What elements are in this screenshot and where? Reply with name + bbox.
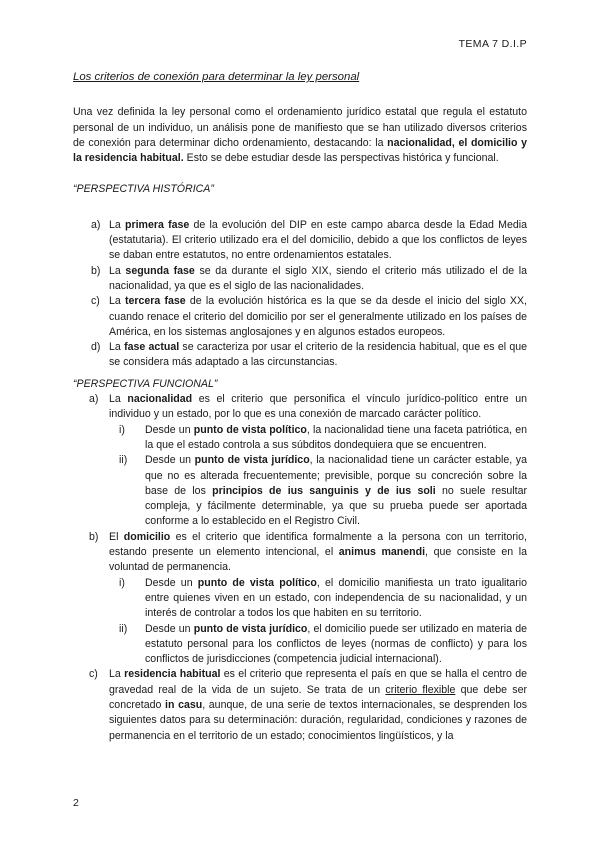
document-body (73, 70, 527, 744)
intro-paragraph: Una vez definida la ley personal como el ordenamiento jurídico estatal que regula el estatuto personal de un individuo, un análisis pone de manifiesto que se han utilizado diversos criterios de conexión para determinar dicho ordenamiento, destacando: la nacionalidad, el domicilio y la residencia habitual. Esto se debe estudiar desde las perspectivas histórica y funcional. (73, 106, 527, 165)
list-item: d) La fase actual se caracteriza por usar el criterio de la residencia habitual, que es el que se considera más adaptado a las circunstancias. (91, 341, 528, 369)
page-number: 2 (73, 797, 79, 809)
domicilio-sublist (109, 576, 527, 668)
sub-list-item: i) Desde un punto de vista político, la nacionalidad tiene una faceta patriótica, en la que el estado controla a sus súbditos dondequiera que se encuentren. (119, 423, 527, 451)
list-item-nacionalidad: a) La nacionalidad es el criterio que personifica el vínculo jurídico-político entre un individuo y un estado, por lo que es una conexión de marcado carácter político. i) Desde un punto de vista político, la nacionalidad tiene una faceta patriótica, en la que el estado controla a sus súbditos dondequiera que se encuentren. ii) Desde un punto de vista jurídico, la nacionalidad tiene un carácter estable, ya que no es alterada frecuentemente; previsible, porque su concreción sobre la base de los principios de ius sanguinis y de ius soli no suele resultar compleja, y fácilmente determinable, ya que su prueba puede ser aportada conforme a lo establecido en el Registro Civil. (73, 392, 527, 530)
list-item-residencia: c) La residencia habitual es el criterio que representa el país en que se halla el centro de gravedad real de la vida de un sujeto. Se trata de un criterio flexible que debe ser concretado in casu, aunque, de una serie de textos internacionales, se desprenden los siguientes datos para su determinación: duración, regularidad, condiciones y razones de permanencia en el territorio de un estado; conocimientos lingüísticos, y la (89, 668, 528, 742)
list-item: a) La primera fase de la evolución del DIP en este campo abarca desde la Edad Media (estatutaria). El criterio utilizado era el del domicilio, debido a que los conflictos de leyes se daban entre estatutos, no entre ordenamientos estatales. (91, 218, 528, 262)
sub-list-item: i) Desde un punto de vista político, el domicilio manifiesta un trato igualitario entre quienes viven en un estado, con independencia de su nacionalidad, y un interés de controlar a todos los que habiten en su territorio. (119, 576, 528, 620)
page-header: TEMA 7 D.I.P (458, 38, 527, 50)
list-item-domicilio: b) El domicilio es el criterio que identifica formalmente a la persona con un territorio, estando presente un elemento intencional, el animus manendi, que consiste en la voluntad de permanencia. i) Desde un punto de vista político, el domicilio manifiesta un trato igualitario entre quienes viven en un estado, con independencia de su nacionalidad, y un interés de controlar a todos los que habiten en su territorio. ii) Desde un punto de vista jurídico, el domicilio puede ser utilizado en materia de estatuto personal para los conflictos de leyes (normas de conflicto) y para los conflictos de jurisdicciones (competencia judicial internacional). (73, 530, 527, 668)
historica-heading: “PERSPECTIVA HISTÓRICA” (73, 183, 214, 196)
section-title: Los criterios de conexión para determinar la ley personal (73, 71, 360, 83)
historica-list (73, 218, 527, 371)
list-item: c) La tercera fase de la evolución histórica es la que se da desde el inicio del siglo XX, cuando renace el criterio del domicilio por ser el generalmente utilizado en los países de América, en los sistemas anglosajones y en algunos estados europeos. (91, 295, 527, 338)
funcional-heading: “PERSPECTIVA FUNCIONAL” (73, 377, 218, 390)
sub-list-item: ii) Desde un punto de vista jurídico, la nacionalidad tiene un carácter estable, ya que no es alterada frecuentemente; previsible, porque su concreción sobre la base de los principios de ius sanguinis y de ius soli no suele resultar compleja, y fácilmente determinable, ya que su prueba puede ser aportada conforme a lo establecido en el Registro Civil. (119, 454, 527, 528)
list-item: b) La segunda fase se da durante el siglo XIX, siendo el criterio más utilizado el de la nacionalidad, ya que es el siglo de las nacionalidades. (91, 264, 527, 292)
sub-list-item: ii) Desde un punto de vista jurídico, el domicilio puede ser utilizado en materia de estatuto personal para los conflictos de leyes (normas de conflicto) y para los conflictos de jurisdicciones (competencia judicial internacional). (119, 622, 527, 666)
nacionalidad-sublist (109, 423, 527, 530)
funcional-list (73, 392, 527, 744)
